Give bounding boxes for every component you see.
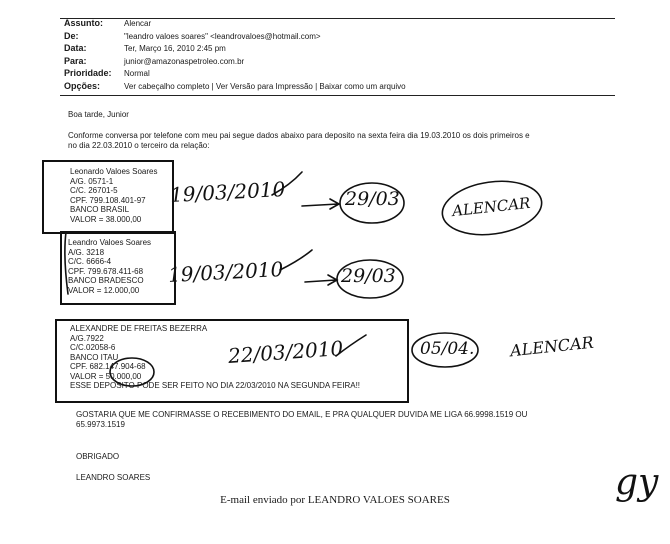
thanks-text: OBRIGADO bbox=[76, 452, 120, 461]
account-2-name: Leandro Valoes Soares bbox=[68, 238, 152, 247]
handwritten-circled-date-1: 29/03 bbox=[345, 188, 400, 210]
account-3-value: VALOR = 50.000,00 bbox=[70, 371, 142, 381]
handwritten-initials: gy bbox=[615, 462, 659, 503]
subject-value: Alencar bbox=[124, 19, 152, 28]
document-caption: E-mail enviado por LEANDRO VALOES SOARES bbox=[220, 494, 450, 506]
date-label: Data: bbox=[64, 43, 87, 53]
account-1-account: C/C. 26701-5 bbox=[70, 186, 118, 195]
account-3-bank: BANCO ITAU bbox=[70, 352, 119, 362]
handwritten-date-2: 19/03/2010 bbox=[167, 256, 284, 288]
tick-stroke-3 bbox=[336, 335, 366, 356]
arrow-icon-1 bbox=[302, 199, 339, 209]
account-1-cpf: CPF. 799.108.401-97 bbox=[70, 195, 146, 205]
from-label: De: bbox=[64, 30, 79, 41]
closing-line-1: GOSTARIA QUE ME CONFIRMASSE O RECEBIMENTO DO EMAIL, E PRA QUALQUER DUVIDA ME LIGA 66.9998.1519 OU bbox=[76, 410, 528, 419]
account-3-account: C/C.02058-6 bbox=[70, 343, 116, 352]
account-3-agency: A/G.7922 bbox=[70, 333, 104, 343]
options-label: Opções: bbox=[64, 80, 101, 91]
circle-mark-3 bbox=[412, 333, 478, 367]
tick-stroke-4 bbox=[65, 232, 68, 294]
options-links[interactable]: Ver cabeçalho completo | Ver Versão para Impressão | Baixar como um arquivo bbox=[124, 81, 406, 91]
account-2-value: VALOR = 12.000,00 bbox=[68, 285, 140, 295]
account-2-bank: BANCO BRADESCO bbox=[68, 276, 144, 285]
to-value: junior@amazonaspetroleo.com.br bbox=[124, 56, 245, 66]
account-1-name: Leonardo Valoes Soares bbox=[70, 167, 158, 176]
signature-text: LEANDRO SOARES bbox=[76, 473, 151, 482]
date-value: Ter, Março 16, 2010 2:45 pm bbox=[124, 44, 226, 53]
tick-stroke-1 bbox=[272, 172, 302, 195]
priority-label: Prioridade: bbox=[64, 68, 112, 78]
circle-mark-2 bbox=[337, 260, 403, 298]
account-3-cpf: CPF. 682.147.904-68 bbox=[70, 362, 146, 371]
from-value: "leandro valoes soares" <leandrovaloes@hotmail.com> bbox=[124, 31, 321, 41]
handwritten-date-3: 22/03/2010 bbox=[227, 336, 344, 368]
arrow-icon-2 bbox=[305, 275, 337, 285]
intro-line-2: no dia 22.03.2010 o terceiro da relação: bbox=[68, 141, 210, 150]
account-3-note: ESSE DEPOSITO PODE SER FEITO NO DIA 22/03/2010 NA SEGUNDA FEIRA!! bbox=[70, 381, 361, 390]
account-1-agency: A/G. 0571-1 bbox=[70, 176, 114, 186]
handwritten-name-2: ALENCAR bbox=[509, 332, 595, 361]
account-1-value: VALOR = 38.000,00 bbox=[70, 214, 142, 224]
closing-line-2: 65.9973.1519 bbox=[76, 420, 125, 429]
circle-mark-name-1 bbox=[439, 175, 545, 240]
circle-mark-1 bbox=[340, 183, 404, 223]
circle-mark-value bbox=[110, 358, 154, 386]
tick-stroke-2 bbox=[280, 250, 312, 270]
greeting: Boa tarde, Junior bbox=[68, 110, 129, 119]
subject-label: Assunto: bbox=[64, 18, 103, 28]
account-3-name: ALEXANDRE DE FREITAS BEZERRA bbox=[70, 324, 208, 333]
handwritten-name-1: ALENCAR bbox=[451, 193, 532, 221]
priority-value: Normal bbox=[124, 69, 150, 78]
account-2-agency: A/G. 3218 bbox=[68, 247, 105, 257]
account-2-cpf: CPF. 799.678.411-68 bbox=[68, 266, 144, 276]
handwritten-date-1: 19/03/2010 bbox=[169, 176, 286, 208]
account-1-bank: BANCO BRASIL bbox=[70, 205, 130, 214]
account-2-account: C/C. 6666-4 bbox=[68, 257, 112, 266]
intro-line-1: Conforme conversa por telefone com meu pai segue dados abaixo para deposito na sexta feira dia 19.03.2010 os dois primeiros e bbox=[68, 131, 530, 140]
handwritten-circled-date-3: 05/04. bbox=[420, 339, 475, 359]
to-label: Para: bbox=[64, 55, 87, 66]
handwritten-circled-date-2: 29/03 bbox=[341, 265, 396, 287]
